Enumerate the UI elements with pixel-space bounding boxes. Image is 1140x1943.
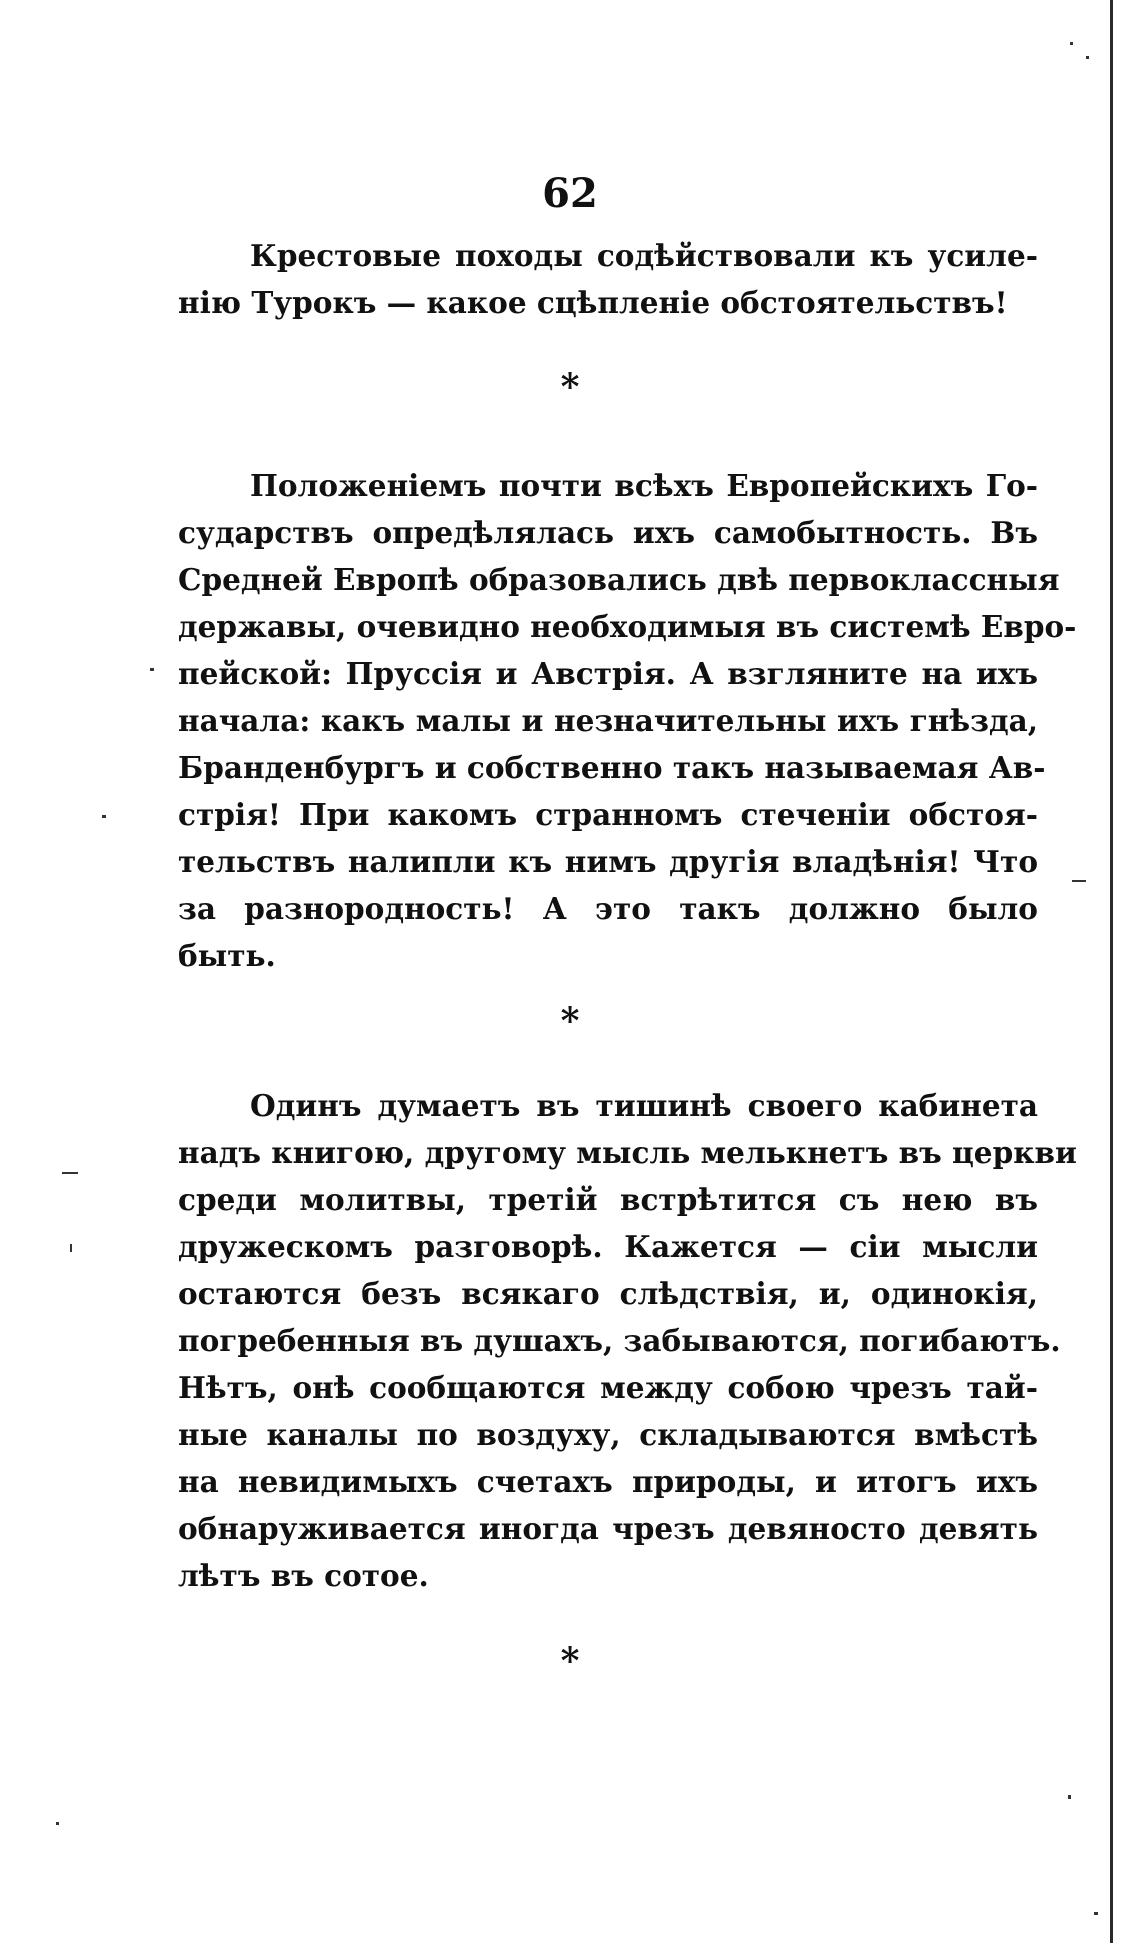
text-line: среди молитвы, третій встрѣтится съ нею въ: [178, 1182, 1038, 1217]
text-line: за разнородность! А это такъ должно было: [178, 891, 1038, 926]
text-line: тельствъ налипли къ нимъ другія владѣнія! Что: [178, 844, 1038, 879]
paragraph-1: [178, 232, 1038, 326]
text-line: державы, очевидно необходимыя въ системѣ Евро-: [178, 609, 1077, 644]
separator-star: *: [560, 1000, 580, 1042]
separator-star: *: [560, 366, 580, 408]
scan-speck: [1086, 56, 1089, 59]
text-line: Крестовые походы содѣйствовали къ усиле-: [250, 238, 1038, 273]
page-number: 62: [542, 170, 598, 217]
text-line: Бранденбургъ и собственно такъ называемая Ав-: [178, 750, 1046, 785]
text-line: быть.: [178, 938, 276, 973]
text-line: сударствъ опредѣлялась ихъ самобытность. Въ: [178, 515, 1038, 550]
scan-speck: [1094, 1912, 1098, 1915]
text-line: нію Турокъ — какое сцѣпленіе обстоятельствъ!: [178, 285, 1008, 320]
scan-speck: [62, 1172, 78, 1174]
text-line: обнаруживается иногда чрезъ девяносто девять: [178, 1511, 1038, 1546]
paragraph-3: [178, 1082, 1077, 1599]
text-line: начала: какъ малы и незначительны ихъ гнѣзда,: [178, 703, 1038, 738]
text-line: на невидимыхъ счетахъ природы, и итогъ ихъ: [178, 1464, 1038, 1499]
scan-speck: [102, 815, 106, 818]
text-line: надъ книгою, другому мысль мелькнетъ въ церкви: [178, 1135, 1077, 1170]
scan-speck: [1070, 42, 1073, 45]
text-line: дружескомъ разговорѣ. Кажется — сіи мысли: [178, 1229, 1038, 1264]
scan-speck: [70, 1244, 72, 1252]
separator-star: *: [560, 1640, 580, 1682]
scan-speck: [56, 1822, 59, 1825]
text-line: погребенныя въ душахъ, забываются, погибаютъ.: [178, 1323, 1061, 1358]
text-line: лѣтъ въ сотое.: [178, 1558, 429, 1593]
paragraph-2: [178, 462, 1077, 979]
text-line: Положеніемъ почти всѣхъ Европейскихъ Го-: [250, 468, 1038, 503]
scan-speck: [1068, 1795, 1071, 1799]
text-line: стрія! При какомъ странномъ стеченіи обстоя-: [178, 797, 1038, 832]
scan-speck: [150, 668, 154, 671]
text-line: Средней Европѣ образовались двѣ первоклассныя: [178, 562, 1060, 597]
text-line: Одинъ думаетъ въ тишинѣ своего кабинета: [250, 1088, 1038, 1123]
text-line: пейской: Пруссія и Австрія. А взгляните на ихъ: [178, 656, 1038, 691]
text-line: остаются безъ всякаго слѣдствія, и, одинокія,: [178, 1276, 1038, 1311]
scan-speck: [1072, 880, 1086, 882]
text-line: Нѣтъ, онѣ сообщаются между собою чрезъ тай-: [178, 1370, 1038, 1405]
text-line: ные каналы по воздуху, складываются вмѣстѣ: [178, 1417, 1038, 1452]
